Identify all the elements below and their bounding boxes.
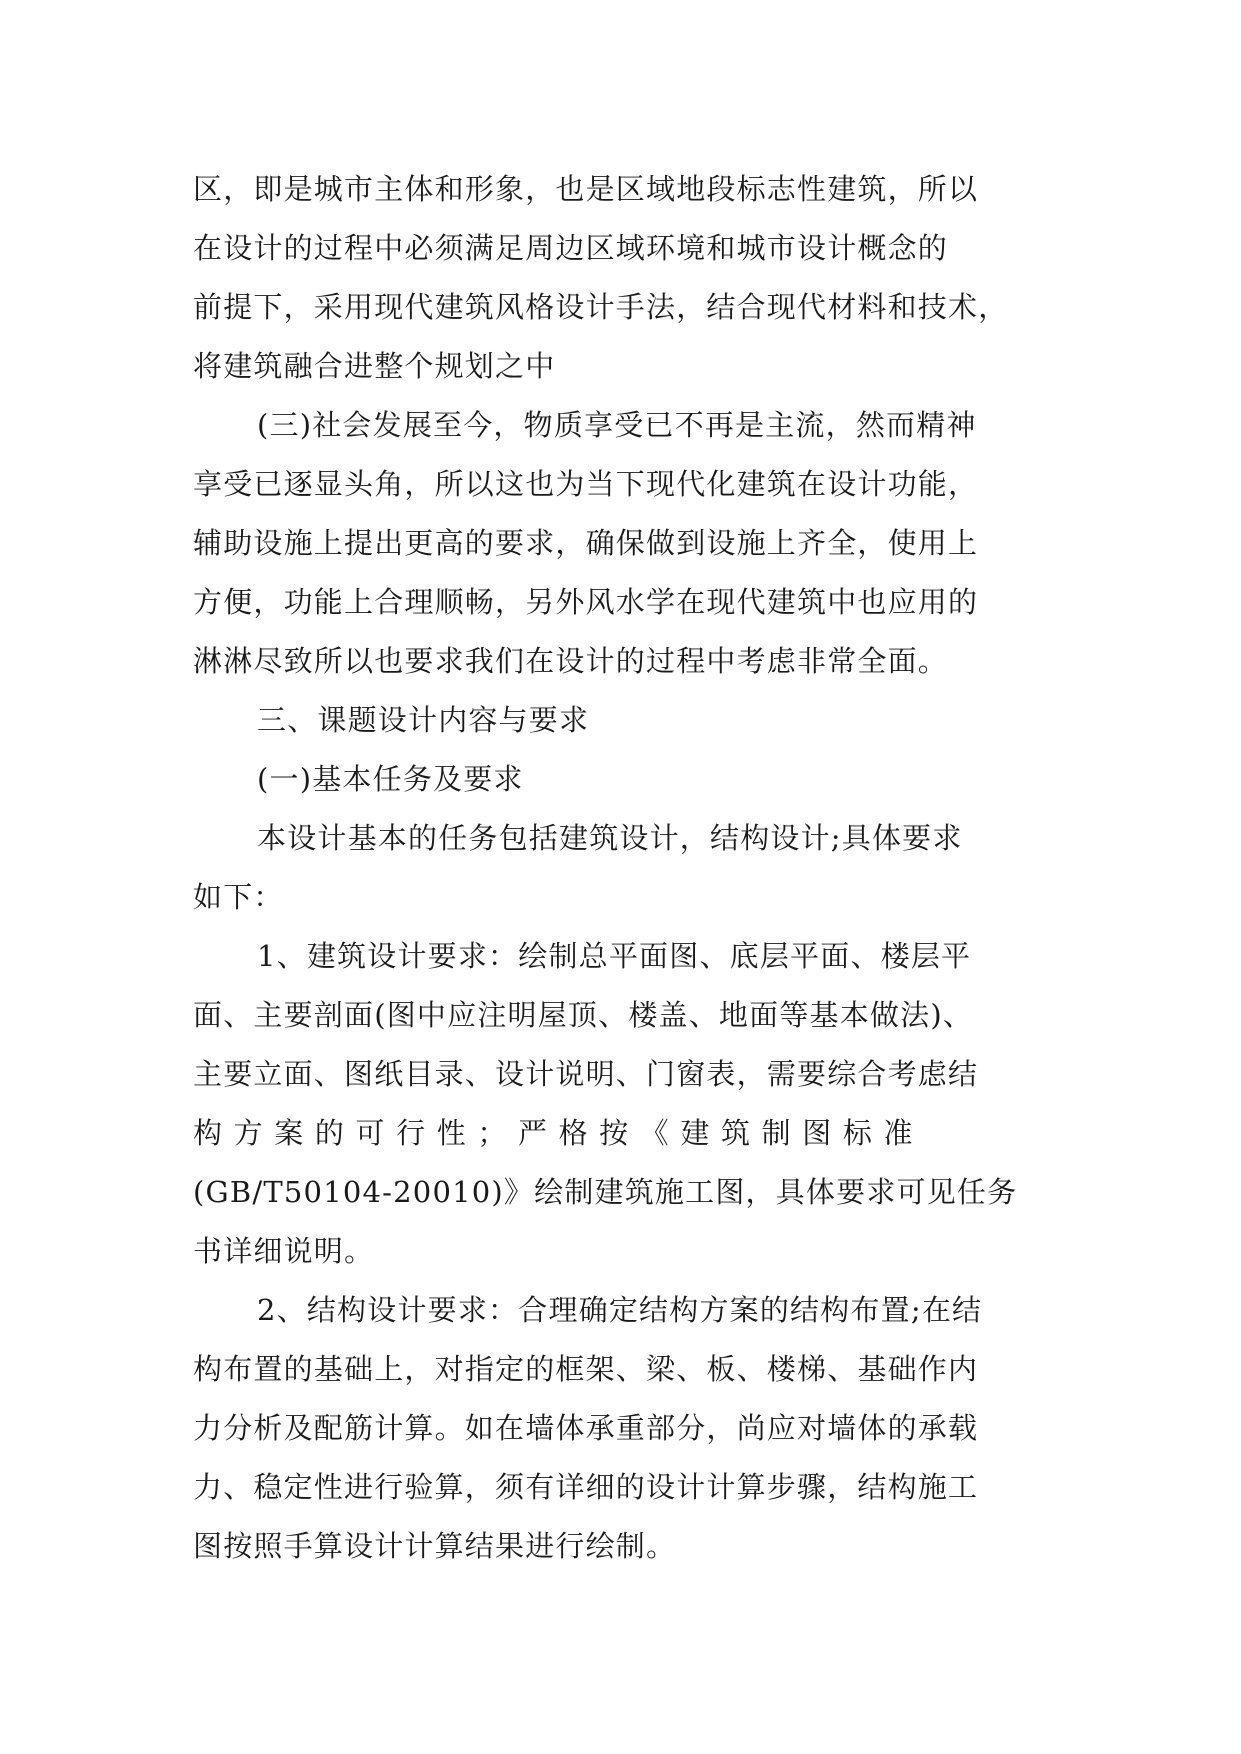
text-line: (一)基本任务及要求 bbox=[257, 762, 524, 796]
text-line: 三、课题设计内容与要求 bbox=[257, 703, 590, 737]
text-line: 如下： bbox=[193, 880, 284, 914]
text-line: 构布置的基础上，对指定的框架、梁、板、楼梯、基础作内 bbox=[193, 1352, 979, 1386]
text-line: 将建筑融合进整个规划之中 bbox=[193, 349, 556, 383]
text-line: 力、稳定性进行验算，须有详细的设计计算步骤，结构施工 bbox=[193, 1470, 979, 1504]
document-body bbox=[193, 160, 1053, 1576]
text-line: 图按照手算设计计算结果进行绘制。 bbox=[193, 1529, 677, 1563]
text-line: 本设计基本的任务包括建筑设计，结构设计;具体要求 bbox=[257, 821, 963, 855]
text-line: 力分析及配筋计算。如在墙体承重部分，尚应对墙体的承载 bbox=[193, 1411, 979, 1445]
text-line: 构 方 案 的 可 行 性 ； 严 格 按 《 建 筑 制 图 标 准 bbox=[193, 1116, 914, 1150]
text-line: (GB/T50104-20010)》绘制建筑施工图，具体要求可见任务 bbox=[193, 1175, 1018, 1209]
text-line: 书详细说明。 bbox=[193, 1234, 375, 1268]
text-line: 前提下，采用现代建筑风格设计手法，结合现代材料和技术， bbox=[193, 290, 1009, 324]
text-line: 在设计的过程中必须满足周边区域环境和城市设计概念的 bbox=[193, 231, 949, 265]
text-line: 区，即是城市主体和形象，也是区域地段标志性建筑，所以 bbox=[193, 172, 979, 206]
text-line: 1、建筑设计要求：绘制总平面图、底层平面、楼层平 bbox=[257, 939, 972, 973]
text-line: (三)社会发展至今，物质享受已不再是主流，然而精神 bbox=[257, 408, 977, 442]
text-line: 辅助设施上提出更高的要求，确保做到设施上齐全，使用上 bbox=[193, 526, 979, 560]
text-line: 享受已逐显头角，所以这也为当下现代化建筑在设计功能， bbox=[193, 467, 979, 501]
text-line: 淋淋尽致所以也要求我们在设计的过程中考虑非常全面。 bbox=[193, 644, 949, 678]
text-line: 方便，功能上合理顺畅，另外风水学在现代建筑中也应用的 bbox=[193, 585, 979, 619]
text-line: 主要立面、图纸目录、设计说明、门窗表，需要综合考虑结 bbox=[193, 1057, 979, 1091]
text-line: 2、结构设计要求：合理确定结构方案的结构布置;在结 bbox=[257, 1293, 983, 1327]
text-line: 面、主要剖面(图中应注明屋顶、楼盖、地面等基本做法)、 bbox=[193, 998, 974, 1032]
